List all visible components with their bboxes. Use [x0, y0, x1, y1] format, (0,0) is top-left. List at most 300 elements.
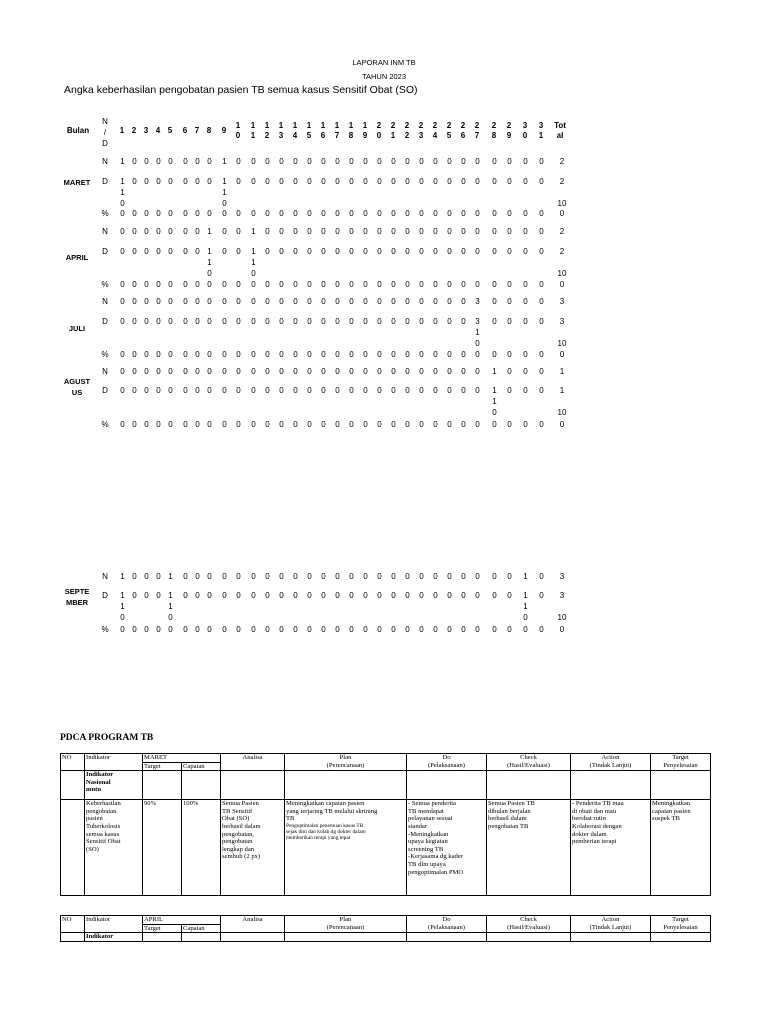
day-cell: 0	[144, 227, 149, 236]
header-day: 2 5	[446, 121, 452, 140]
header-day: 7	[194, 126, 200, 135]
day-cell: 0	[132, 572, 137, 581]
day-cell: 0	[207, 420, 212, 429]
day-cell: 0	[156, 350, 161, 359]
day-cell: 0	[132, 157, 137, 166]
day-cell: 0	[207, 350, 212, 359]
day-cell: 0	[377, 625, 382, 634]
day-cell: 0	[307, 297, 312, 306]
day-cell: 0	[183, 177, 188, 186]
section-indikator-nasional: Indikator Nasional mutu	[85, 771, 143, 800]
day-cell: 0	[349, 591, 354, 600]
day-cell: 0	[349, 420, 354, 429]
day-cell: 0	[419, 386, 424, 395]
day-cell: 0	[363, 572, 368, 581]
day-cell: 0	[433, 247, 438, 256]
day-cell: 0	[391, 227, 396, 236]
day-cell: 0	[377, 209, 382, 218]
day-cell: 0	[183, 350, 188, 359]
day-cell: 0	[539, 317, 544, 326]
header-day: 2 4	[432, 121, 438, 140]
day-cell: 0	[251, 572, 256, 581]
day-cell: 0	[120, 420, 125, 429]
header-target: Target	[143, 762, 182, 771]
day-cell: 0	[363, 317, 368, 326]
day-cell: 0	[349, 386, 354, 395]
day-cell: 0	[207, 386, 212, 395]
day-cell: 0	[507, 297, 512, 306]
day-cell: 0	[475, 591, 480, 600]
day-cell: 0	[195, 625, 200, 634]
day-cell: 0	[391, 591, 396, 600]
day-cell: 0	[507, 350, 512, 359]
day-cell: 0	[419, 625, 424, 634]
day-cell: 0	[447, 317, 452, 326]
day-cell: 0	[461, 317, 466, 326]
day-cell: 0	[293, 420, 298, 429]
day-cell: 0	[265, 367, 270, 376]
day-cell: 0	[461, 227, 466, 236]
month-label: SEPTE MBER	[64, 587, 90, 607]
header-day: 4	[155, 126, 161, 135]
day-cell: 0	[222, 247, 227, 256]
day-cell: 0	[293, 572, 298, 581]
day-cell: 0	[377, 247, 382, 256]
day-cell: 1	[207, 227, 212, 236]
day-cell: 0	[321, 572, 326, 581]
month-label: MARET	[63, 178, 91, 187]
day-cell: 0	[307, 350, 312, 359]
header-analisa: Analisa	[221, 754, 285, 771]
day-cell: 0	[120, 350, 125, 359]
header-day: 1 4	[292, 121, 298, 140]
day-cell: 0	[405, 420, 410, 429]
day-cell: 0	[120, 367, 125, 376]
day-cell: 0	[293, 227, 298, 236]
day-cell: 0	[265, 209, 270, 218]
day-cell: 0	[144, 280, 149, 289]
day-cell: 0	[447, 572, 452, 581]
day-cell: 0	[207, 367, 212, 376]
day-cell: 0	[539, 157, 544, 166]
day-cell: 0	[156, 157, 161, 166]
day-cell: 0	[507, 386, 512, 395]
day-cell: 0	[539, 591, 544, 600]
day-cell: 0	[144, 386, 149, 395]
day-cell: 0	[156, 177, 161, 186]
day-cell: 0	[307, 280, 312, 289]
day-cell: 0	[349, 157, 354, 166]
day-cell: 0	[236, 177, 241, 186]
day-cell: 1 1 0	[251, 247, 256, 278]
day-cell: 0	[433, 350, 438, 359]
day-cell: 0	[293, 247, 298, 256]
day-cell: 0	[132, 280, 137, 289]
day-cell: 0	[132, 625, 137, 634]
day-cell: 0	[405, 227, 410, 236]
day-cell: 0	[156, 386, 161, 395]
day-cell: 0	[132, 350, 137, 359]
day-cell: 0	[377, 350, 382, 359]
day-cell: 0	[492, 625, 497, 634]
day-cell: 0	[447, 209, 452, 218]
day-cell: 0	[183, 280, 188, 289]
day-cell: 0	[433, 386, 438, 395]
day-cell: 0	[363, 280, 368, 289]
header-indikator: Indikator	[85, 916, 143, 933]
day-cell: 0	[265, 572, 270, 581]
day-cell: 0	[307, 157, 312, 166]
day-cell: 0	[168, 247, 173, 256]
day-cell: 0	[183, 157, 188, 166]
day-cell: 0	[120, 209, 125, 218]
total-cell: 2	[559, 227, 565, 236]
day-cell: 0	[475, 367, 480, 376]
day-cell: 0	[222, 317, 227, 326]
row-plan-sub: Pengoptimalan penemuan kasus TB sejak dini dan kolab dg dokter dalam memberikan terapi yang tepat	[286, 822, 366, 842]
total-cell: 1	[559, 367, 565, 376]
header-day: 2 8	[491, 121, 497, 140]
day-cell: 0	[321, 367, 326, 376]
day-cell: 0	[195, 227, 200, 236]
day-cell: 0	[293, 157, 298, 166]
day-cell: 0	[419, 280, 424, 289]
day-cell: 0	[419, 367, 424, 376]
day-cell: 0	[461, 625, 466, 634]
day-cell: 0	[405, 350, 410, 359]
day-cell: 0	[391, 625, 396, 634]
day-cell: 0	[168, 317, 173, 326]
day-cell: 0	[447, 297, 452, 306]
day-cell: 0	[405, 386, 410, 395]
row-target-penyelesaian: Meningkatkan capaian pasien suspek TB	[651, 800, 711, 896]
day-cell: 0	[120, 227, 125, 236]
day-cell: 0	[335, 572, 340, 581]
day-cell: 0	[236, 280, 241, 289]
day-cell: 0	[447, 420, 452, 429]
day-cell: 0	[279, 317, 284, 326]
day-cell: 0	[461, 572, 466, 581]
day-cell: 0	[405, 157, 410, 166]
day-cell: 0	[120, 386, 125, 395]
day-cell: 0	[349, 280, 354, 289]
day-cell: 0	[475, 350, 480, 359]
day-cell: 0	[120, 297, 125, 306]
day-cell: 0	[251, 177, 256, 186]
day-cell: 0	[207, 591, 212, 600]
day-cell: 0	[523, 177, 528, 186]
day-cell: 0	[195, 386, 200, 395]
day-cell: 0	[144, 591, 149, 600]
day-cell: 0	[475, 386, 480, 395]
day-cell: 0	[183, 209, 188, 218]
day-cell: 0	[183, 386, 188, 395]
day-cell: 0	[222, 572, 227, 581]
day-cell: 0	[321, 177, 326, 186]
total-cell: 2 10	[557, 177, 567, 208]
day-cell: 0	[144, 177, 149, 186]
day-cell: 0	[349, 209, 354, 218]
day-cell: 0	[144, 297, 149, 306]
day-cell: 0	[132, 227, 137, 236]
day-cell: 0	[492, 591, 497, 600]
day-cell: 0	[265, 625, 270, 634]
row-label-p: %	[101, 625, 109, 634]
day-cell: 0	[539, 420, 544, 429]
day-cell: 0	[405, 625, 410, 634]
day-cell: 0	[265, 297, 270, 306]
day-cell: 0	[461, 386, 466, 395]
day-cell: 0	[156, 317, 161, 326]
day-cell: 0	[293, 209, 298, 218]
day-cell: 0	[293, 280, 298, 289]
day-cell: 0	[492, 317, 497, 326]
day-cell: 0	[539, 177, 544, 186]
day-cell: 0	[433, 591, 438, 600]
day-cell: 0	[405, 572, 410, 581]
day-cell: 1 1 0	[168, 591, 173, 622]
day-cell: 0	[183, 572, 188, 581]
day-cell: 0	[433, 625, 438, 634]
day-cell: 0	[265, 420, 270, 429]
row-target: 90%	[143, 800, 182, 896]
day-cell: 0	[335, 280, 340, 289]
day-cell: 0	[307, 386, 312, 395]
header-day: 2 9	[506, 121, 512, 140]
day-cell: 0	[475, 209, 480, 218]
day-cell: 0	[168, 367, 173, 376]
day-cell: 1 1 0	[120, 591, 125, 622]
day-cell: 1	[523, 572, 528, 581]
header-day: 2	[131, 126, 137, 135]
row-label-p: %	[101, 350, 109, 359]
day-cell: 0	[492, 177, 497, 186]
day-cell: 0	[236, 625, 241, 634]
day-cell: 0	[475, 247, 480, 256]
day-cell: 0	[377, 367, 382, 376]
day-cell: 0	[433, 317, 438, 326]
day-cell: 0	[539, 367, 544, 376]
total-cell: 1 10	[557, 386, 567, 417]
day-cell: 0	[405, 280, 410, 289]
day-cell: 0	[447, 386, 452, 395]
day-cell: 0	[539, 227, 544, 236]
header-check: Check (Hasil/Evaluasi)	[487, 754, 571, 771]
header-day: 1 8	[348, 121, 354, 140]
day-cell: 0	[279, 297, 284, 306]
day-cell: 0	[144, 209, 149, 218]
day-cell: 0	[377, 572, 382, 581]
day-cell: 3	[475, 297, 480, 306]
day-cell: 0	[156, 591, 161, 600]
header-month: MARET	[143, 754, 221, 763]
month-label: APRIL	[65, 253, 89, 262]
day-cell: 0	[120, 317, 125, 326]
day-cell: 0	[433, 280, 438, 289]
header-day: 1	[119, 126, 125, 135]
day-cell: 0	[363, 177, 368, 186]
day-cell: 0	[363, 350, 368, 359]
row-indikator: Keberhasilan pengobatan pasien Tuberkolosis semua kasus Sensitif Obat (SO)	[85, 800, 143, 896]
day-cell: 0	[492, 297, 497, 306]
day-cell: 0	[222, 420, 227, 429]
day-cell: 0	[307, 209, 312, 218]
day-cell: 0	[419, 297, 424, 306]
day-cell: 0	[207, 572, 212, 581]
day-cell: 0	[144, 572, 149, 581]
day-cell: 0	[475, 227, 480, 236]
day-cell: 0	[307, 625, 312, 634]
day-cell: 0	[293, 386, 298, 395]
total-cell: 3 10	[557, 317, 567, 348]
day-cell: 0	[195, 591, 200, 600]
day-cell: 0	[475, 420, 480, 429]
day-cell: 0	[222, 625, 227, 634]
day-cell: 0	[265, 280, 270, 289]
month-label: AGUST US	[63, 377, 91, 397]
day-cell: 0	[363, 157, 368, 166]
day-cell: 0	[321, 317, 326, 326]
section-indikator: Indikator	[85, 933, 143, 942]
day-cell: 0	[132, 386, 137, 395]
day-cell: 0	[321, 625, 326, 634]
day-cell: 0	[265, 247, 270, 256]
row-label-n: N	[102, 227, 108, 236]
day-cell: 1	[168, 572, 173, 581]
day-cell: 0	[433, 420, 438, 429]
day-cell: 0	[507, 367, 512, 376]
pdca-table-april	[60, 915, 711, 942]
day-cell: 0	[461, 280, 466, 289]
pdca-title: PDCA PROGRAM TB	[60, 733, 154, 743]
day-cell: 0	[222, 350, 227, 359]
day-cell: 0	[433, 177, 438, 186]
header-do: Do (Pelaksanaan)	[407, 916, 487, 933]
day-cell: 0	[168, 386, 173, 395]
day-cell: 0	[307, 247, 312, 256]
day-cell: 0	[307, 317, 312, 326]
header-day: 1 7	[334, 121, 340, 140]
day-cell: 0	[405, 209, 410, 218]
day-cell: 0	[492, 350, 497, 359]
total-cell: 0	[559, 625, 565, 634]
row-label-p: %	[101, 420, 109, 429]
day-cell: 0	[144, 420, 149, 429]
day-cell: 0	[265, 591, 270, 600]
day-cell: 0	[539, 209, 544, 218]
day-cell: 0	[363, 247, 368, 256]
day-cell: 0	[132, 247, 137, 256]
day-cell: 0	[391, 247, 396, 256]
day-cell: 0	[377, 297, 382, 306]
row-label-d: D	[102, 317, 108, 326]
day-cell: 0	[475, 572, 480, 581]
row-label-n: N	[102, 297, 108, 306]
row-label-d: D	[102, 386, 108, 395]
day-cell: 0	[168, 157, 173, 166]
day-cell: 0	[405, 297, 410, 306]
day-cell: 0	[363, 367, 368, 376]
report-title-2: TAHUN 2023	[361, 72, 407, 81]
day-cell: 0	[279, 625, 284, 634]
day-cell: 0	[251, 420, 256, 429]
day-cell: 0	[405, 317, 410, 326]
pdca-table-maret	[60, 753, 711, 896]
header-day: 2 6	[460, 121, 466, 140]
day-cell: 0	[363, 591, 368, 600]
day-cell: 0	[447, 280, 452, 289]
day-cell: 0	[419, 247, 424, 256]
day-cell: 0	[156, 227, 161, 236]
day-cell: 0	[363, 209, 368, 218]
day-cell: 0	[168, 227, 173, 236]
header-capaian: Capaian	[182, 924, 221, 933]
day-cell: 0	[433, 209, 438, 218]
day-cell: 0	[447, 177, 452, 186]
day-cell: 0	[433, 367, 438, 376]
day-cell: 0	[523, 297, 528, 306]
day-cell: 0	[120, 247, 125, 256]
day-cell: 0	[321, 227, 326, 236]
day-cell: 0	[349, 350, 354, 359]
day-cell: 0	[447, 227, 452, 236]
day-cell: 0	[461, 591, 466, 600]
day-cell: 0	[419, 177, 424, 186]
day-cell: 0	[321, 157, 326, 166]
day-cell: 0	[492, 227, 497, 236]
day-cell: 0	[391, 367, 396, 376]
total-cell: 2	[559, 157, 565, 166]
day-cell: 0	[307, 591, 312, 600]
day-cell: 0	[419, 227, 424, 236]
header-day: 8	[206, 126, 212, 135]
day-cell: 0	[251, 280, 256, 289]
day-cell: 1 1 0	[523, 591, 528, 622]
day-cell: 0	[321, 209, 326, 218]
row-plan-main: Meningkatkan capaian pasien yang terjaring TB melalui skrining TB	[286, 800, 378, 823]
day-cell: 0	[349, 227, 354, 236]
day-cell: 0	[391, 572, 396, 581]
day-cell: 0	[539, 350, 544, 359]
total-cell: 3	[559, 297, 565, 306]
day-cell: 0	[539, 280, 544, 289]
day-cell: 0	[265, 177, 270, 186]
day-cell: 0	[335, 625, 340, 634]
day-cell: 0	[507, 572, 512, 581]
day-cell: 0	[195, 247, 200, 256]
day-cell: 0	[507, 591, 512, 600]
day-cell: 0	[321, 280, 326, 289]
day-cell: 0	[265, 350, 270, 359]
day-cell: 0	[251, 297, 256, 306]
row-capaian: 100%	[182, 800, 221, 896]
header-day: 1 0	[235, 121, 241, 140]
day-cell: 0	[307, 177, 312, 186]
header-month: APRIL	[143, 916, 221, 925]
day-cell: 0	[349, 317, 354, 326]
day-cell: 0	[236, 227, 241, 236]
day-cell: 0	[265, 317, 270, 326]
report-subtitle: Angka keberhasilan pengobatan pasien TB semua kasus Sensitif Obat (SO)	[64, 84, 418, 96]
day-cell: 0	[307, 420, 312, 429]
day-cell: 0	[391, 209, 396, 218]
day-cell: 0	[236, 591, 241, 600]
day-cell: 0	[183, 420, 188, 429]
row-label-d: D	[102, 177, 108, 186]
day-cell: 0	[265, 227, 270, 236]
day-cell: 0	[279, 386, 284, 395]
day-cell: 0	[156, 420, 161, 429]
